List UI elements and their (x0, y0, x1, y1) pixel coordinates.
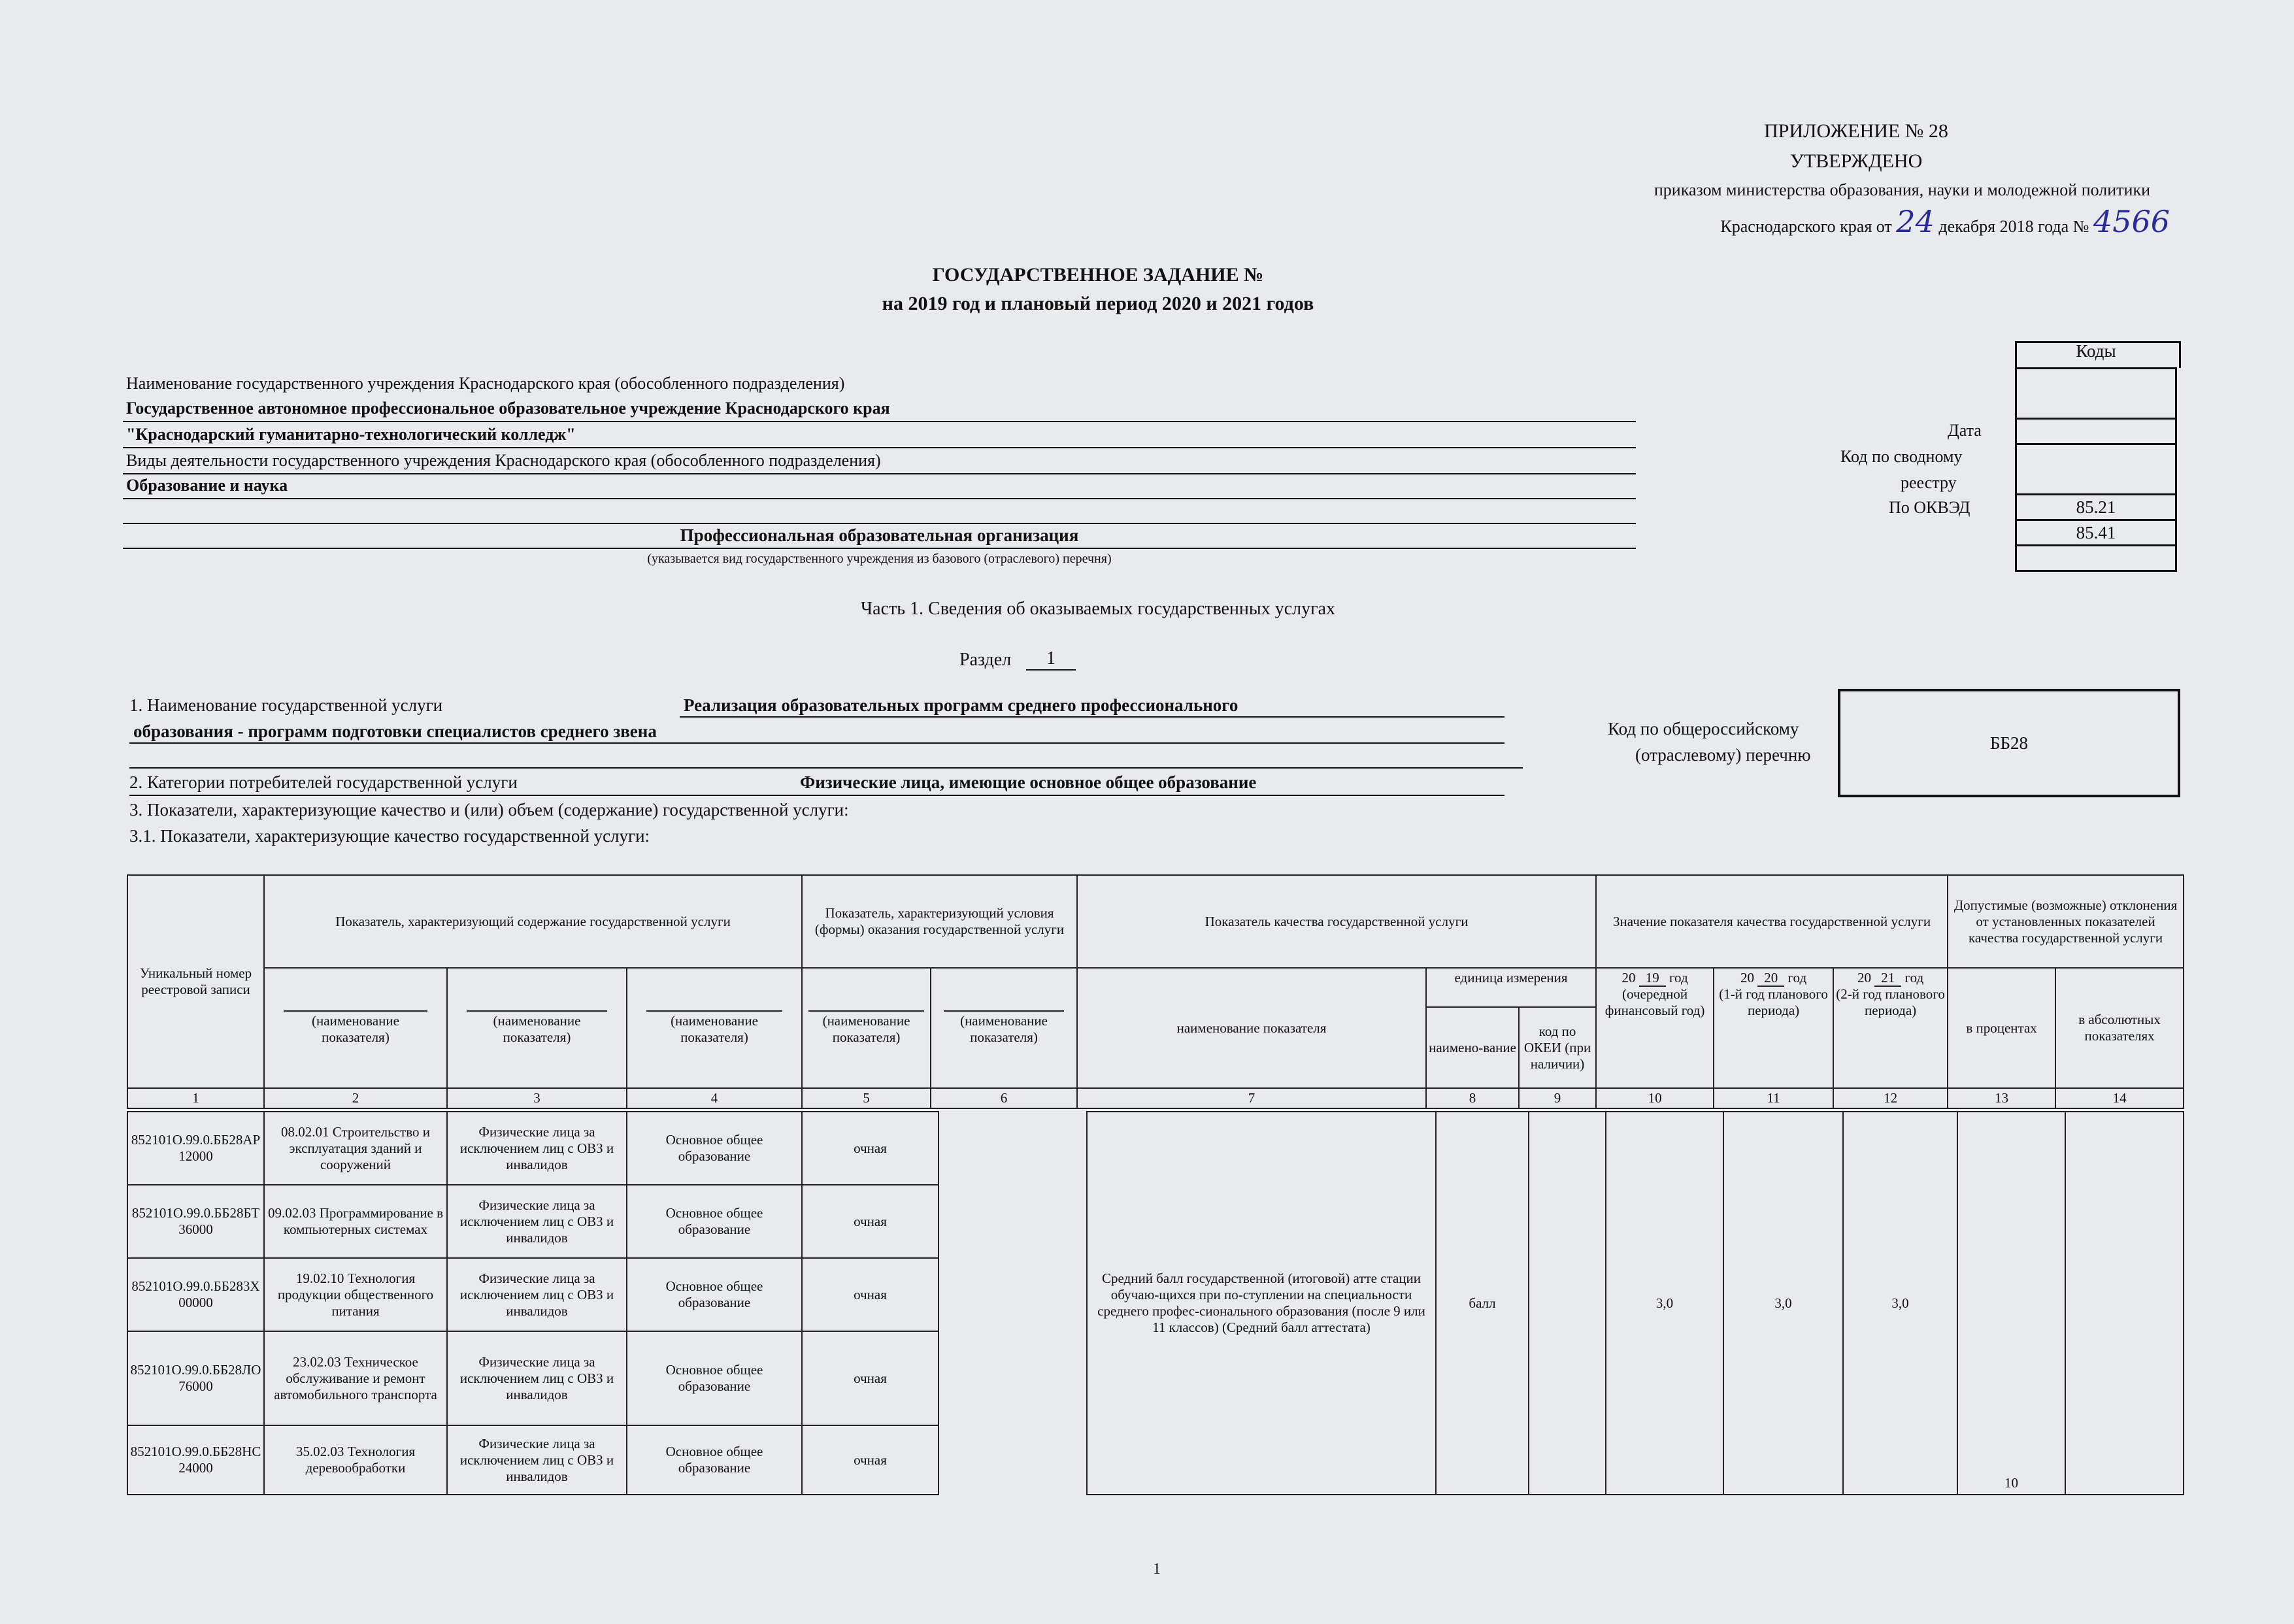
row-education: Основное общее образование (627, 1185, 802, 1258)
section-number: 1 (1026, 648, 1076, 671)
row-education: Основное общее образование (627, 1258, 802, 1331)
header-okei: код по ОКЕИ (при наличии) (1519, 1007, 1596, 1088)
col-number: 14 (2055, 1088, 2184, 1108)
rule (129, 767, 1523, 769)
col-number: 8 (1426, 1088, 1519, 1108)
rule (123, 548, 1636, 549)
registry-label-1: Код по сводному (1840, 447, 1963, 466)
header-unique-number: Уникальный номер реестровой записи (127, 875, 264, 1088)
indicator-unit: балл (1436, 1112, 1529, 1495)
indicators-label: 3. Показатели, характеризующие качество и (или) объем (содержание) государственной услуги: (129, 800, 849, 820)
quality-indicator-block (1086, 1111, 2184, 1495)
codes-table (2015, 367, 2177, 572)
value-2019: 3,0 (1606, 1112, 1723, 1495)
table-row (127, 1331, 939, 1425)
col-number: 7 (1077, 1088, 1426, 1108)
row-specialty: 23.02.03 Техническое обслуживание и ремонт автомобильного транспорта (264, 1331, 447, 1425)
service-code-box (1838, 689, 2180, 797)
value-2020: 3,0 (1723, 1112, 1843, 1495)
activity-label: Виды деятельности государственного учреждения Краснодарского края (обособленного подразделения) (126, 451, 881, 470)
table-row (127, 1112, 939, 1185)
rule (123, 473, 1636, 474)
rule (129, 795, 1504, 796)
header-sub-name-2: (наименование показателя) (264, 968, 447, 1088)
org-type: Профессиональная образовательная организация (680, 525, 1079, 545)
col-number: 12 (1833, 1088, 1948, 1108)
header-sub-name-4: (наименование показателя) (627, 968, 802, 1088)
row-code: 852101О.99.0.ББ28БТ36000 (127, 1185, 264, 1258)
row-education: Основное общее образование (627, 1425, 802, 1495)
header-sub-name-3: (наименование показателя) (447, 968, 627, 1088)
col-number: 13 (1948, 1088, 2055, 1108)
page-number: 1 (1153, 1561, 1161, 1578)
consumers-value: Физические лица, имеющие основное общее образование (800, 772, 1257, 792)
table-row (127, 1185, 939, 1258)
okved-label: По ОКВЭД (1889, 498, 1970, 517)
okved-code-1: 85.21 (2016, 495, 2176, 520)
header-year-2021: 20 21 год (2-й год планового периода) (1833, 968, 1948, 1088)
order-date-line (1608, 204, 2170, 239)
quality-table-rows (127, 1111, 939, 1495)
header-indicator-name: наименование показателя (1077, 968, 1426, 1088)
order-number-handwritten: 4566 (2093, 204, 2170, 239)
row-code: 852101О.99.0.ББ283Х00000 (127, 1258, 264, 1331)
rule (123, 498, 1636, 499)
header-unit-name: наимено-вание (1426, 1007, 1519, 1088)
appendix-label: ПРИЛОЖЕНИЕ № 28 (1764, 120, 1948, 142)
header-absolute: в абсолютных показателях (2055, 968, 2184, 1088)
institution-name-label: Наименование государственного учреждения Краснодарского края (обособленного подразделения) (126, 374, 845, 393)
col-number: 1 (127, 1088, 264, 1108)
row-code: 852101О.99.0.ББ28АР12000 (127, 1112, 264, 1185)
row-form: очная (802, 1425, 939, 1495)
rule (129, 742, 1504, 744)
col-number: 11 (1714, 1088, 1833, 1108)
consumers-label: 2. Категории потребителей государственной услуги (129, 772, 518, 792)
row-specialty: 35.02.03 Технология деревообработки (264, 1425, 447, 1495)
rule (123, 447, 1636, 448)
col-number: 2 (264, 1088, 447, 1108)
row-code: 852101О.99.0.ББ28НС24000 (127, 1425, 264, 1495)
row-form: очная (802, 1331, 939, 1425)
okved-code-2: 85.41 (2016, 520, 2176, 546)
table-row (127, 1425, 939, 1495)
page-subtitle: на 2019 год и плановый период 2020 и 2021 годов (882, 293, 1314, 314)
service-name-label: 1. Наименование государственной услуги (129, 695, 443, 715)
row-specialty: 08.02.01 Строительство и эксплуатация зданий и сооружений (264, 1112, 447, 1185)
deviation-percent: 10 (1957, 1112, 2065, 1495)
row-specialty: 19.02.10 Технология продукции общественного питания (264, 1258, 447, 1331)
indicator-okei (1529, 1112, 1606, 1495)
order-line: приказом министерства образования, науки и молодежной политики (1654, 180, 2150, 199)
row-category: Физические лица за исключением лиц с ОВЗ и инвалидов (447, 1185, 627, 1258)
quality-indicators-label: 3.1. Показатели, характеризующие качество государственной услуги: (129, 826, 650, 846)
row-category: Физические лица за исключением лиц с ОВЗ и инвалидов (447, 1331, 627, 1425)
page-title: ГОСУДАРСТВЕННОЕ ЗАДАНИЕ № (932, 264, 1264, 286)
row-code: 852101О.99.0.ББ28ЛО76000 (127, 1331, 264, 1425)
date-label: Дата (1948, 421, 1982, 440)
codes-header-box (2015, 341, 2181, 368)
service-name-line1: Реализация образовательных программ среднего профессионального (684, 695, 1238, 715)
header-year-2020: 20 20 год (1-й год планового периода) (1714, 968, 1833, 1088)
quality-table-header (127, 874, 2184, 1109)
approved-label: УТВЕРЖДЕНО (1789, 150, 1923, 172)
col-number: 9 (1519, 1088, 1596, 1108)
column-numbers-row (127, 1088, 2184, 1108)
col-number: 3 (447, 1088, 627, 1108)
header-sub-name-5: (наименование показателя) (802, 968, 931, 1088)
deviation-absolute (2065, 1112, 2184, 1495)
org-type-note: (указывается вид государственного учреждения из базового (отраслевого) перечня) (647, 552, 1112, 566)
row-category: Физические лица за исключением лиц с ОВЗ и инвалидов (447, 1258, 627, 1331)
header-value: Значение показателя качества государственной услуги (1596, 875, 1948, 968)
col-number: 4 (627, 1088, 802, 1108)
rule (123, 421, 1636, 422)
table-row (127, 1258, 939, 1331)
okved-list-label-1: Код по общероссийскому (1608, 719, 1799, 738)
col-number: 5 (802, 1088, 931, 1108)
institution-name-line2: "Краснодарский гуманитарно-технологический колледж" (126, 425, 576, 444)
header-percent: в процентах (1948, 968, 2055, 1088)
header-content: Показатель, характеризующий содержание государственной услуги (264, 875, 802, 968)
order-date-middle: декабря 2018 года № (1938, 217, 2089, 236)
rule (680, 716, 1504, 718)
institution-name-line1: Государственное автономное профессиональное образовательное учреждение Краснодарского края (126, 399, 890, 418)
service-code: ББ28 (1989, 733, 2028, 753)
rule (123, 523, 1636, 524)
header-sub-name-6: (наименование показателя) (931, 968, 1077, 1088)
header-conditions: Показатель, характеризующий условия (формы) оказания государственной услуги (802, 875, 1077, 968)
codes-header: Коды (2076, 341, 2116, 361)
col-number: 6 (931, 1088, 1077, 1108)
order-date-prefix: Краснодарского края от (1720, 217, 1892, 236)
indicator-name: Средний балл государственной (итоговой) атте стации обучаю-щихся при по-ступлении на специальности среднего профес-сионального образования (после 9 или 11 классов) (Средний балл аттестата) (1087, 1112, 1436, 1495)
row-specialty: 09.02.03 Программирование в компьютерных системах (264, 1185, 447, 1258)
header-year-2019: 20 19 год (очередной финансовый год) (1596, 968, 1714, 1088)
row-form: очная (802, 1112, 939, 1185)
row-form: очная (802, 1258, 939, 1331)
section-label: Раздел (959, 650, 1012, 670)
row-education: Основное общее образование (627, 1112, 802, 1185)
registry-label-2: реестру (1901, 473, 1957, 492)
okved-list-label-2: (отраслевому) перечню (1635, 745, 1811, 765)
row-education: Основное общее образование (627, 1331, 802, 1425)
row-form: очная (802, 1185, 939, 1258)
row-category: Физические лица за исключением лиц с ОВЗ и инвалидов (447, 1112, 627, 1185)
header-quality: Показатель качества государственной услуги (1077, 875, 1596, 968)
order-day-handwritten: 24 (1896, 204, 1935, 239)
value-2021: 3,0 (1843, 1112, 1957, 1495)
part-title: Часть 1. Сведения об оказываемых государственных услугах (860, 599, 1336, 619)
header-unit: единица измерения (1426, 968, 1596, 1007)
activity-value: Образование и наука (126, 476, 288, 495)
row-category: Физические лица за исключением лиц с ОВЗ и инвалидов (447, 1425, 627, 1495)
service-name-line2: образования - программ подготовки специалистов среднего звена (133, 721, 657, 741)
col-number: 10 (1596, 1088, 1714, 1108)
header-deviation: Допустимые (возможные) отклонения от установленных показателей качества государственной услуги (1948, 875, 2184, 968)
